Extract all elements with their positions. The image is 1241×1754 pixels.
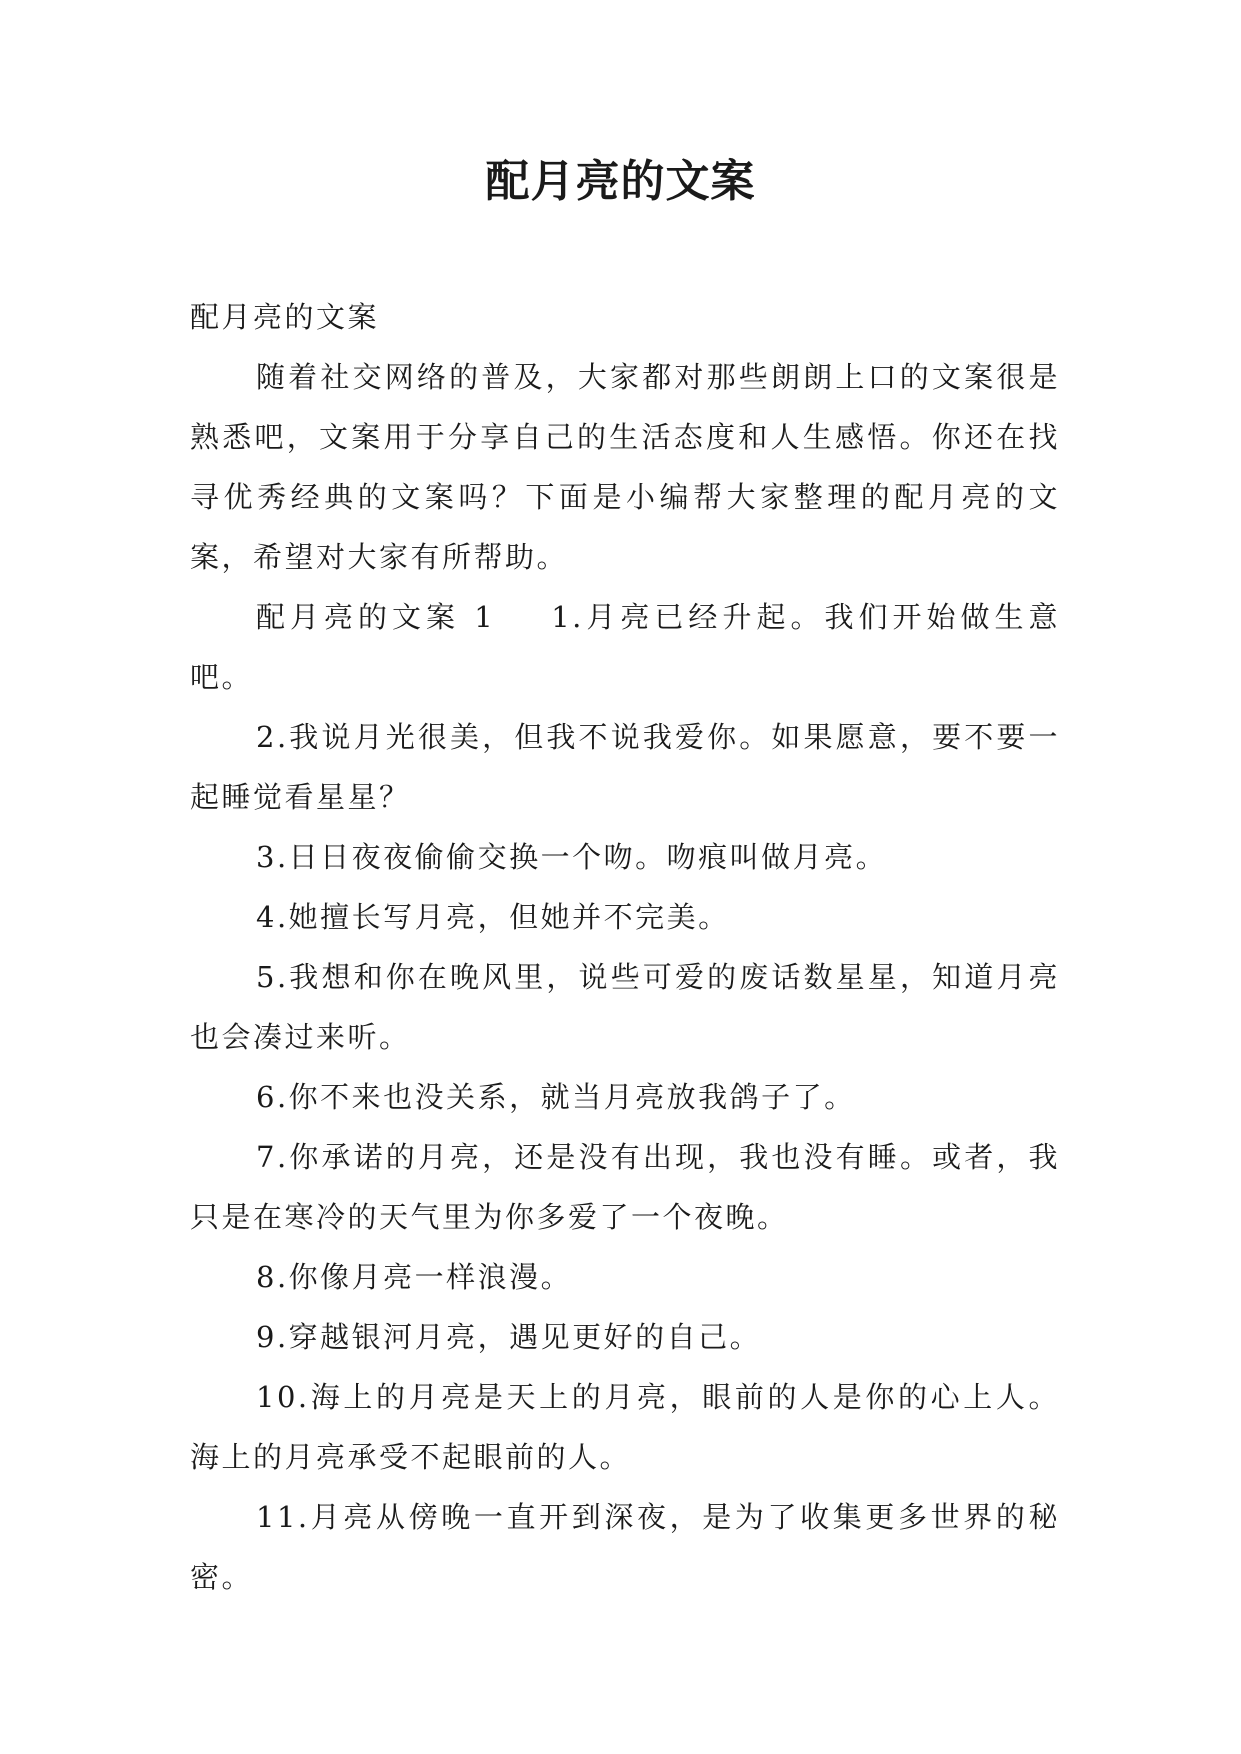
- list-item: 2.我说月光很美，但我不说我爱你。如果愿意，要不要一起睡觉看星星？: [190, 720, 1060, 814]
- document-subtitle: 配月亮的文案: [190, 300, 380, 334]
- section-paragraph: [190, 587, 1060, 707]
- document-title: 配月亮的文案: [485, 156, 756, 207]
- list-item: 11.月亮从傍晚一直开到深夜，是为了收集更多世界的秘密。: [190, 1500, 1060, 1594]
- list-item: 4.她擅长写月亮，但她并不完美。: [256, 900, 730, 934]
- list-item: 5.我想和你在晚风里，说些可爱的废话数星星，知道月亮也会凑过来听。: [190, 960, 1060, 1054]
- intro-paragraph: 随着社交网络的普及，大家都对那些朗朗上口的文案很是熟悉吧，文案用于分享自己的生活态度和人生感悟。你还在找寻优秀经典的文案吗？下面是小编帮大家整理的配月亮的文案，希望对大家有所帮助。: [190, 360, 1060, 574]
- list-item: 1.月亮已经升起。我们开始做生意吧。: [190, 600, 1061, 694]
- list-item: 3.日日夜夜偷偷交换一个吻。吻痕叫做月亮。: [256, 840, 888, 874]
- document-body: [190, 287, 1060, 1607]
- list-item: 6.你不来也没关系，就当月亮放我鸽子了。: [256, 1080, 856, 1114]
- list-item: 10.海上的月亮是天上的月亮，眼前的人是你的心上人。海上的月亮承受不起眼前的人。: [190, 1380, 1060, 1474]
- section-heading: 配月亮的文案 1: [256, 600, 496, 634]
- list-item: 8.你像月亮一样浪漫。: [256, 1260, 573, 1294]
- list-item: 7.你承诺的月亮，还是没有出现，我也没有睡。或者，我只是在寒冷的天气里为你多爱了一个夜晚。: [190, 1140, 1060, 1234]
- list-item: 9.穿越银河月亮，遇见更好的自己。: [256, 1320, 762, 1354]
